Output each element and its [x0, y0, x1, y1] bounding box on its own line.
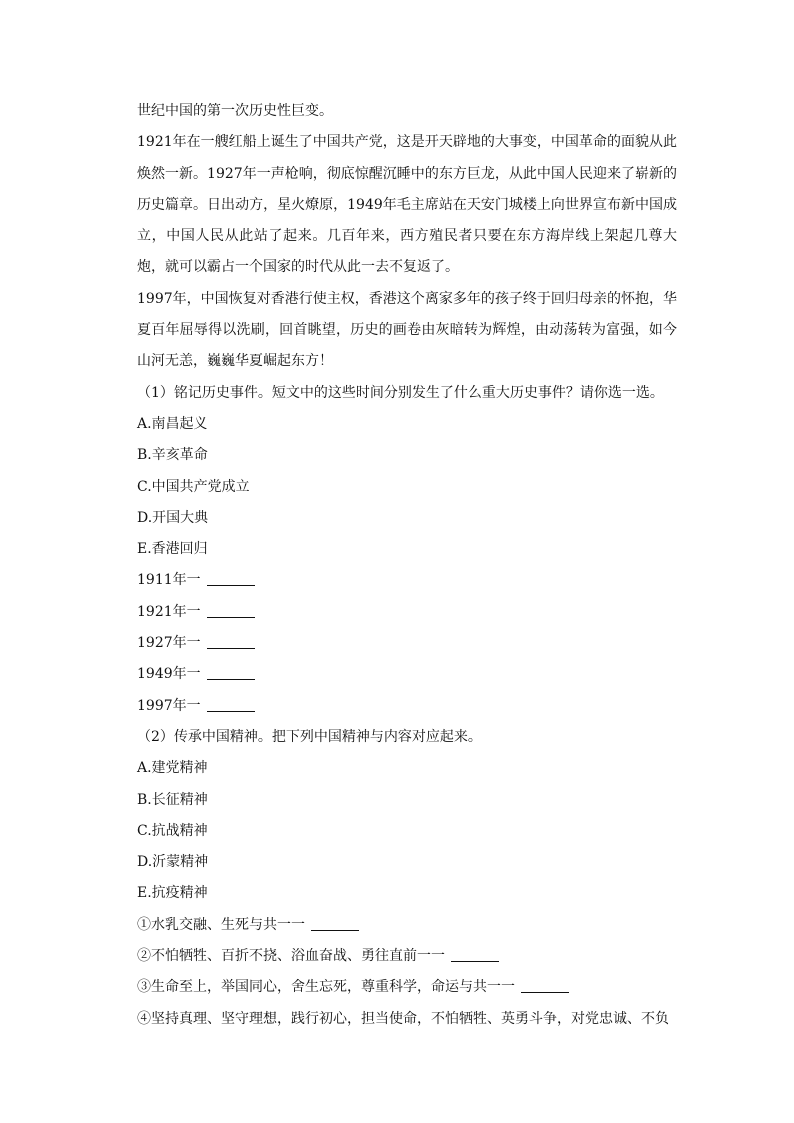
q2-item-text: ②不怕牺牲、百折不挠、浴血奋战、勇往直前一一 [137, 948, 445, 965]
q1-answer-row [137, 565, 677, 596]
q2-match-row [137, 972, 677, 1003]
q1-answer-row [137, 691, 677, 722]
q1-year-label: 1921年一 [137, 603, 201, 620]
answer-blank[interactable] [207, 665, 255, 680]
answer-blank[interactable] [207, 603, 255, 618]
q1-answer-row [137, 628, 677, 659]
q2-option-d: D.沂蒙精神 [137, 854, 209, 871]
q2-item-text: ①水乳交融、生死与共一一 [137, 916, 305, 933]
q1-year-label: 1949年一 [137, 666, 201, 683]
answer-blank[interactable] [521, 978, 569, 993]
passage-paragraph-2: 1997年，中国恢复对香港行使主权，香港这个离家多年的孩子终于回归母亲的怀抱，华夏百年屈辱得以洗刷，回首眺望，历史的画卷由灰暗转为辉煌，由动荡转为富强，如今山河无恙，巍巍华夏崛起东方！ [137, 290, 677, 370]
q2-option-e: E.抗疫精神 [137, 885, 208, 902]
q1-year-label: 1911年一 [137, 572, 201, 589]
q2-item-4-text: ④坚持真理、坚守理想，践行初心，担当使命，不怕牺牲、英勇斗争，对党忠诚、不负 [137, 1010, 669, 1027]
q2-option-a: A.建党精神 [137, 760, 208, 777]
q1-answer-row [137, 659, 677, 690]
question-1-prompt: （1）铭记历史事件。短文中的这些时间分别发生了什么重大历史事件？请你选一选。 [137, 384, 664, 401]
q1-year-label: 1927年一 [137, 635, 201, 652]
q2-option-b: B.长征精神 [137, 791, 208, 808]
q1-option-b: B.辛亥革命 [137, 447, 208, 464]
question-2-prompt: （2）传承中国精神。把下列中国精神与内容对应起来。 [137, 728, 482, 745]
answer-blank[interactable] [311, 916, 359, 931]
q1-option-d: D.开国大典 [137, 509, 209, 526]
passage-paragraph-1: 1921年在一艘红船上诞生了中国共产党，这是开天辟地的大事变，中国革命的面貌从此焕然一新。1927年一声枪响，彻底惊醒沉睡中的东方巨龙，从此中国人民迎来了崭新的历史篇章。日出动方，星火燎原，1949年毛主席站在天安门城楼上向世界宣布新中国成立，中国人民从此站了起来。几百年来，西方殖民者只要在东方海岸线上架起几尊大炮，就可以霸占一个国家的时代从此一去不复返了。 [137, 134, 677, 276]
q2-match-row [137, 941, 677, 972]
q2-match-row [137, 910, 677, 941]
q1-option-c: C.中国共产党成立 [137, 478, 250, 495]
page-content [137, 96, 677, 1035]
answer-blank[interactable] [207, 571, 255, 586]
q1-answer-row [137, 597, 677, 628]
passage-line-0: 世纪中国的第一次历史性巨变。 [137, 103, 333, 119]
q1-option-e: E.香港回归 [137, 541, 208, 558]
q1-option-a: A.南昌起义 [137, 415, 208, 432]
answer-blank[interactable] [451, 947, 499, 962]
q2-item-text: ③生命至上，举国同心，舍生忘死，尊重科学，命运与共一一 [137, 979, 515, 996]
q2-option-c: C.抗战精神 [137, 822, 208, 839]
q1-year-label: 1997年一 [137, 697, 201, 714]
answer-blank[interactable] [207, 634, 255, 649]
answer-blank[interactable] [207, 697, 255, 712]
